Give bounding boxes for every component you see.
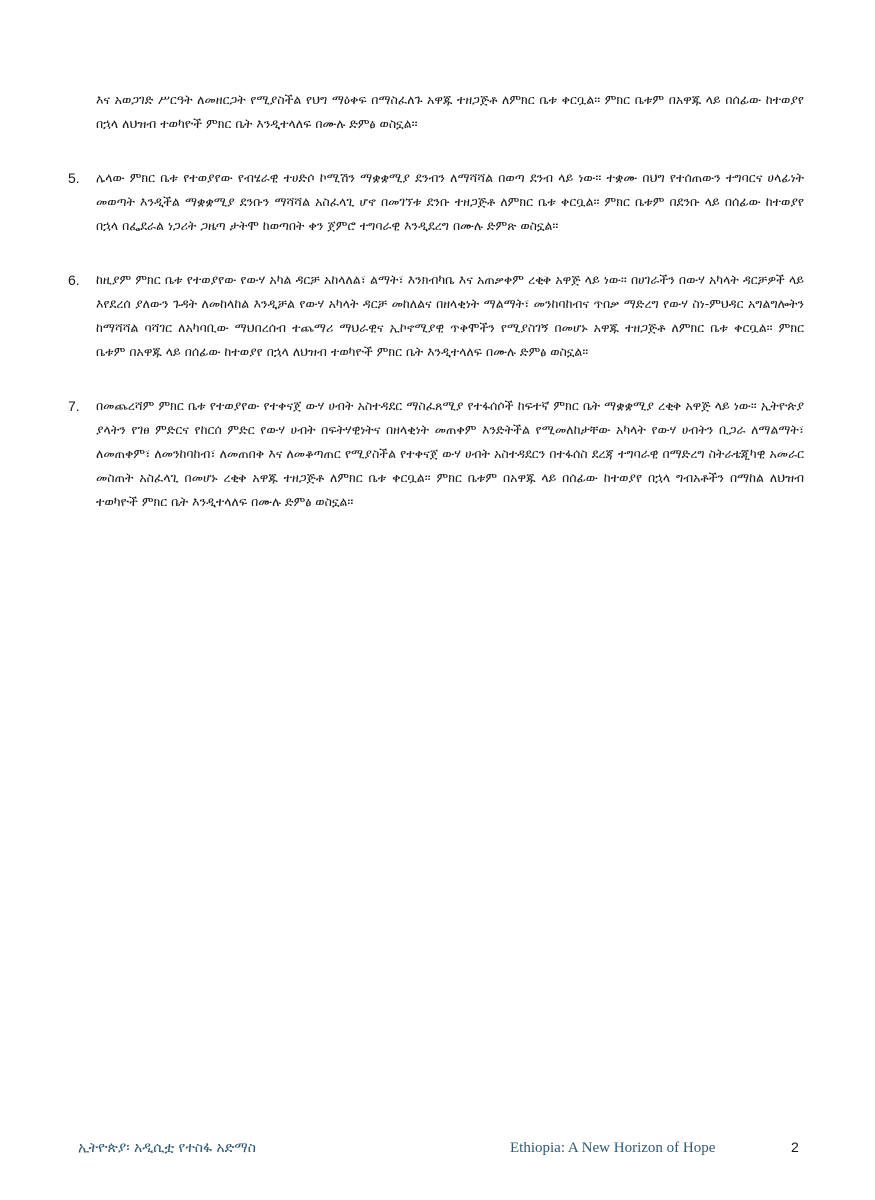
footer-title-amharic: ኢትዮጵያ፡ አዲሲቷ የተስፋ አድማስ: [78, 1140, 256, 1156]
intro-paragraph: እና አወጋገድ ሥርዓት ለመዘርጋት የሚያስችል የህግ ማዕቀፍ በማስፈለጉ አዋጁ ተዘጋጅቶ ለምክር ቤቱ ቀርቧል፡፡ ምክር ቤቱም በአዋጁ ላይ በሰፊው ከተወያየ በኋላ ለህዝብ ተወካዮች ምክር ቤት እንዲተላለፍ በሙሉ ድምፅ ወስኗል፡፡: [96, 92, 804, 131]
list-item-number: 7.: [68, 398, 80, 414]
list-item-text: በመጨረሻም ምክር ቤቱ የተወያየው የተቀናጀ ውሃ ሀብት አስተዳደር ማስፈጸሚያ የተፋሰሶች ከፍተኛ ምክር ቤት ማቋቋሚያ ረቂቅ አዋጅ ላይ ነው፡፡ ኢትዮጵያ ያላትን የገፀ ምድርና የከርሰ ምድር የውሃ ሀብት በፍትሃዊነትና በዘላቂነት መጠቀም እንድትችል የሚመለከታቸው አካላት የውሃ ሀብትን ቢጋራ ለማልማት፣ ለመጠቀም፣ ለመንከባከብ፣ ለመጠበቅ እና ለመቆጣጠር የሚያስችል የተቀናጀ ውሃ ሀብት አስተዳደርን በተፋሰስ ደረጃ ተግባራዊ በማድረግ ስትራቴጂካዊ አመራር መስጠት አስፈላጊ በመሆኑ ረቂቅ አዋጁ ተዘጋጅቶ ለምክር ቤቱ ቀርቧል፡፡ ምክር ቤቱም በአዋጁ ላይ በሰፊው ከተወያየ በኋላ ግብአቶችን በማከል ለህዝብ ተወካዮች ምክር ቤት እንዲተላለፍ በሙሉ ድምፅ ወስኗል፡፡: [96, 398, 804, 509]
list-item-5: [68, 166, 804, 238]
page-body: [68, 88, 804, 544]
footer-title-english: Ethiopia: A New Horizon of Hope: [510, 1140, 716, 1156]
list-item-number: 5.: [68, 170, 80, 186]
list-item-text: ከዚያም ምክር ቤቱ የተወያየው የውሃ አካል ዳርቻ አከላለል፣ ልማት፣ እንክብካቤ እና አጠቃቀም ረቂቅ አዋጅ ላይ ነው፡፡ በሀገራችን በውሃ አካላት ዳርቻዎች ላይ እየደረሰ ያለውን ጉዳት ለመከላከል እንዲቻል የውሃ አካላት ዳርቻ መከለልና በዘላቂነት ማልማት፣ መንከባከብና ጥበቃ ማድረግ የውሃ ስነ-ምህዳር አግልግሎትን ከማሻሻል ባሻገር ለአካባቢው ማህበረሰብ ተጨማሪ ማህራዊና ኢኮኖሚያዊ ጥቅሞችን የሚያስገኝ በመሆኑ አዋጁ ተዘጋጅቶ ለምክር ቤቱ ቀርቧል፡፡ ምክር ቤቱም በአዋጁ ላይ በሰፊው ከተወያየ በኋላ ለህዝብ ተወካዮች ምክር ቤት እንዲተላለፍ በሙሉ ድምፅ ወስኗል፡፡: [96, 272, 804, 359]
page-number: 2: [791, 1139, 799, 1155]
list-item-7: [68, 394, 804, 514]
list-item-text: ሌላው ምክር ቤቱ የተወያየው የብሄራዊ ተሀድሶ ኮሚሽን ማቋቋሚያ ደንብን ለማሻሻል በወጣ ደንብ ላይ ነው፡፡ ተቋሙ በህግ የተሰጠውን ተግባርና ሀላፊነት መወጣት እንዲችል ማቋቋሚያ ደንቡን ማሻሻል አስፈላጊ ሆኖ በመገኘቱ ደንቡ ተዘጋጅቶ ለምክር ቤቱ ቀርቧል፡፡ ምክር ቤቱም በደንቡ ላይ በሰፊው ከተወያየ በኋላ በፌደራል ነጋሪት ጋዜጣ ታትሞ ከወጣበት ቀን ጀምሮ ተግባራዊ እንዲደረግ በሙሉ ድምጽ ወስኗል፡፡: [96, 170, 804, 233]
list-item-number: 6.: [68, 272, 80, 288]
list-item-6: [68, 268, 804, 364]
